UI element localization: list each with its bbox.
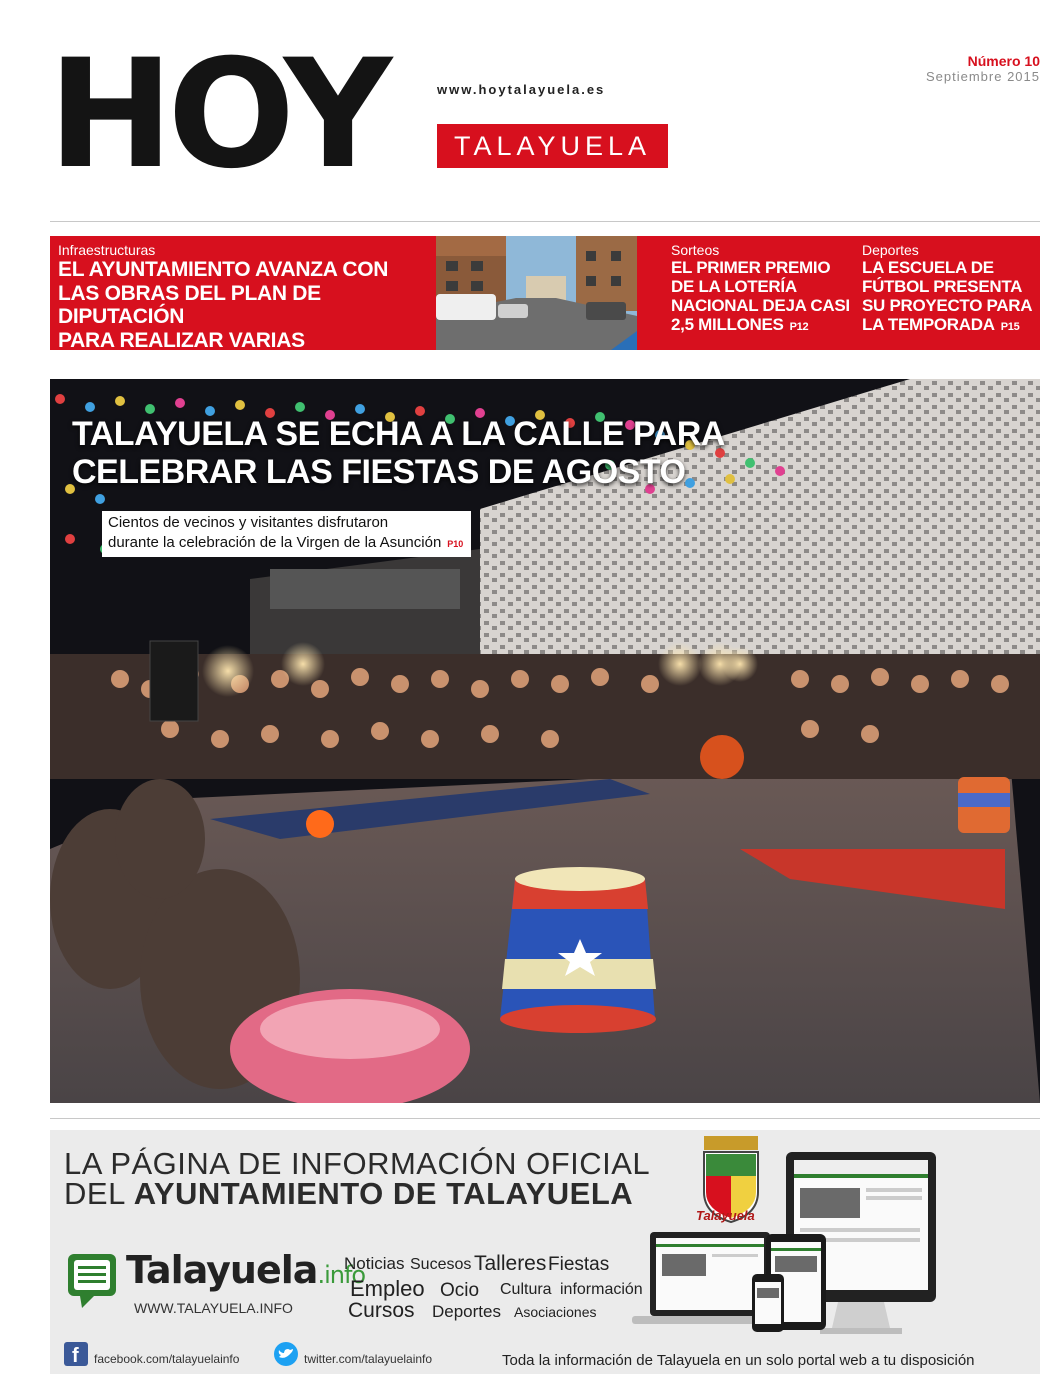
page-ref: P12 <box>789 321 809 334</box>
bottom-divider <box>50 1118 1040 1119</box>
devices-mockup <box>632 1148 942 1358</box>
tag-informacion: información <box>560 1281 643 1298</box>
headline-line: FÚTBOL PRESENTA <box>862 277 1023 297</box>
page-ref: P15 <box>1000 321 1020 334</box>
subtitle-line: Cientos de vecinos y visitantes disfrutaron <box>108 514 389 531</box>
lead-story[interactable] <box>50 379 1040 1103</box>
brand-url[interactable]: WWW.TALAYUELA.INFO <box>134 1300 293 1316</box>
svg-text:f: f <box>72 1345 79 1366</box>
teaser-deportes[interactable] <box>862 242 1038 334</box>
ad-line-2 <box>64 1176 633 1212</box>
teaser-kicker: Deportes <box>862 242 919 258</box>
tag-noticias: Noticias <box>344 1254 405 1273</box>
facebook-icon[interactable] <box>64 1342 88 1366</box>
headline-line: 2,5 MILLONES <box>671 315 784 335</box>
issue-number: Número 10 <box>967 53 1040 69</box>
ad-footer-text: Toda la información de Talayuela en un solo portal web a tu disposición <box>502 1352 975 1369</box>
headline-line: PARA REALIZAR VARIAS MEJORAS <box>58 328 305 376</box>
lead-subtitle <box>102 511 471 557</box>
site-url[interactable]: www.hoytalayuela.es <box>437 82 606 97</box>
headline-line: LA ESCUELA DE <box>862 258 994 277</box>
twitter-link[interactable]: twitter.com/talayuelainfo <box>304 1352 433 1366</box>
tag-cultura: Cultura <box>500 1281 552 1298</box>
edition-label: TALAYUELA <box>437 124 668 168</box>
tag-cursos: Cursos <box>348 1299 415 1322</box>
headline-line: EL AYUNTAMIENTO AVANZA CON <box>58 258 389 281</box>
page-ref: P10 <box>447 539 464 549</box>
headline-line: SU PROYECTO PARA <box>862 296 1033 316</box>
headline-line: DE LA LOTERÍA <box>671 277 797 297</box>
teaser-headline <box>58 258 430 376</box>
tag-deportes: Deportes <box>432 1302 501 1321</box>
teaser-kicker: Sorteos <box>671 242 720 258</box>
teaser-headline <box>671 258 851 334</box>
masthead-logo[interactable]: HOY <box>48 28 387 202</box>
tag-ocio: Ocio <box>440 1280 480 1301</box>
subtitle-line: durante la celebración de la Virgen de la Asunción <box>108 534 442 551</box>
twitter-icon[interactable] <box>272 1342 300 1366</box>
headline-line: LAS OBRAS DEL PLAN DE DIPUTACIÓN <box>58 281 321 329</box>
headline-line: NACIONAL DEJA CASI <box>671 296 850 316</box>
lead-headline <box>72 415 725 491</box>
page-ref: P3 <box>165 361 179 374</box>
ad-line-1: LA PÁGINA DE INFORMACIÓN OFICIAL <box>64 1146 651 1181</box>
tag-asociaciones: Asociaciones <box>514 1304 597 1320</box>
brand-suffix: .info <box>317 1261 366 1289</box>
issue-info <box>926 53 1040 84</box>
teaser-band <box>50 236 1040 376</box>
ad-line-2-prefix: DEL <box>64 1176 134 1211</box>
tag-empleo: Empleo <box>350 1276 425 1301</box>
teaser-infraestructuras[interactable] <box>58 242 430 376</box>
brand-name: Talayuela.info <box>126 1248 366 1292</box>
tag-sucesos: Sucesos <box>410 1256 472 1273</box>
facebook-link[interactable]: facebook.com/talayuelainfo <box>94 1352 240 1366</box>
tag-talleres: Talleres <box>474 1252 547 1275</box>
street-photo <box>436 236 637 350</box>
headline-line: LA TEMPORADA <box>862 315 995 335</box>
tag-fiestas: Fiestas <box>548 1254 610 1275</box>
headline-line: TALAYUELA SE ECHA A LA CALLE PARA <box>72 415 725 453</box>
top-divider <box>50 221 1040 222</box>
teaser-headline <box>862 258 1038 334</box>
seal-label: Talayuela <box>696 1208 755 1223</box>
brand-logo-icon <box>64 1250 120 1310</box>
issue-date: Septiembre 2015 <box>925 69 1040 84</box>
teaser-kicker: Infraestructuras <box>58 242 156 258</box>
advertisement[interactable] <box>50 1130 1040 1374</box>
headline-line: CELEBRAR LAS FIESTAS DE AGOSTO <box>72 453 686 491</box>
headline-line: EL PRIMER PREMIO <box>671 258 831 277</box>
street-photo-image <box>436 236 637 350</box>
ad-line-2-bold: AYUNTAMIENTO DE TALAYUELA <box>133 1176 634 1211</box>
teaser-sorteos[interactable] <box>671 242 851 334</box>
